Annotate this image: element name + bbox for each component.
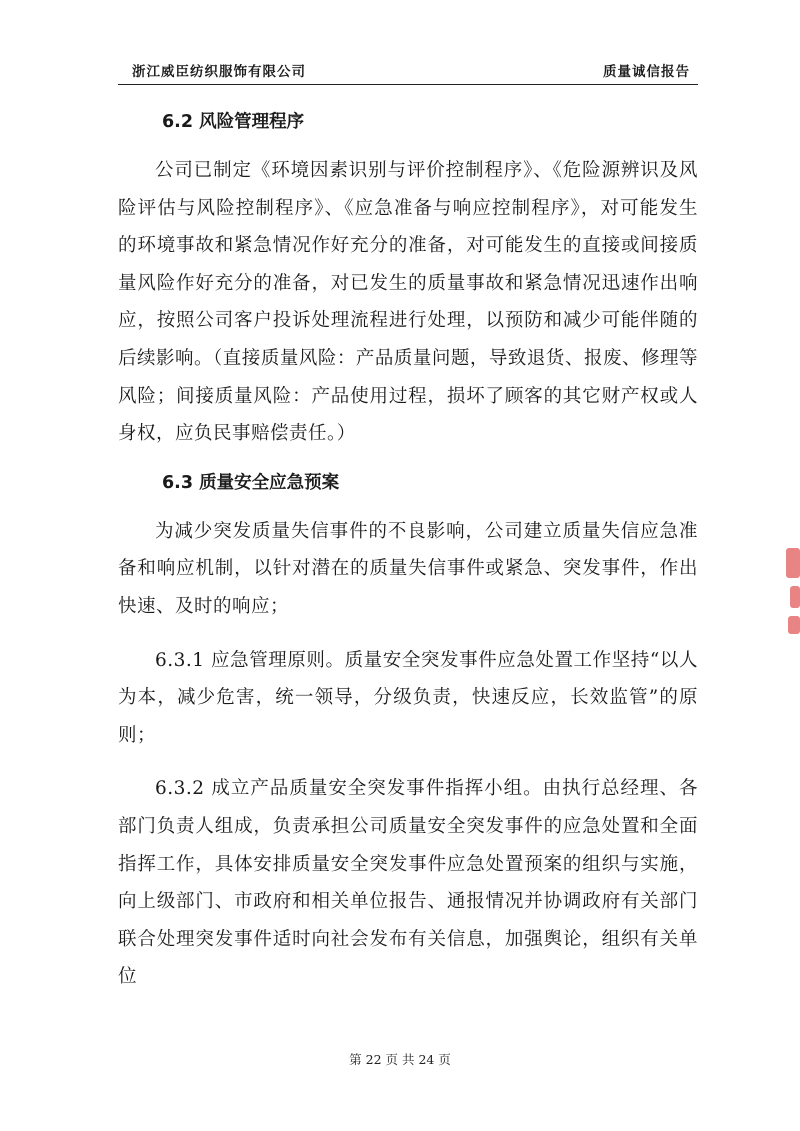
paragraph-emergency-command-group: 6.3.2 成立产品质量安全突发事件指挥小组。由执行总经理、各部门负责人组成，负责承担公司质量安全突发事件的应急处置和全面指挥工作，具体安排质量安全突发事件应急处置预案的组织与实施，向上级部门、市政府和相关单位报告、通报情况并协调政府有关部门联合处理突发事件适时向社会发布有关信息，加强舆论，组织有关单位 (118, 778, 698, 988)
document-body (118, 102, 698, 996)
section-heading-emergency-plan: 6.3 质量安全应急预案 (162, 472, 340, 493)
seal-stamp-fragment (788, 616, 800, 634)
page-number: 第 22 页 共 24 页 (349, 1052, 451, 1067)
header-report-title: 质量诚信报告 (603, 64, 690, 80)
seal-stamp-fragment (786, 548, 800, 578)
paragraph-emergency-principle: 6.3.1 应急管理原则。质量安全突发事件应急处置工作坚持“以人为本，减少危害，统一领导，分级负责，快速反应，长效监管”的原则； (118, 649, 698, 746)
paragraph-risk-management: 公司已制定《环境因素识别与评价控制程序》、《危险源辨识及风险评估与风险控制程序》、《应急准备与响应控制程序》，对可能发生的环境事故和紧急情况作好充分的准备，对可能发生的直接或间接质量风险作好充分的准备，对已发生的质量事故和紧急情况迅速作出响应，按照公司客户投诉处理流程进行处理，以预防和减少可能伴随的后续影响。（直接质量风险：产品质量问题，导致退货、报废、修理等风险；间接质量风险：产品使用过程，损坏了顾客的其它财产权或人身权，应负民事赔偿责任。） (118, 160, 698, 445)
page-header (118, 56, 698, 85)
paragraph-emergency-intro: 为减少突发质量失信事件的不良影响，公司建立质量失信应急准备和响应机制，以针对潜在的质量失信事件或紧急、突发事件，作出快速、及时的响应； (118, 520, 698, 617)
header-company-name: 浙江威臣纺织服饰有限公司 (132, 64, 306, 80)
section-heading-risk-management: 6.2 风险管理程序 (162, 112, 305, 132)
seal-stamp-fragment (790, 586, 800, 608)
